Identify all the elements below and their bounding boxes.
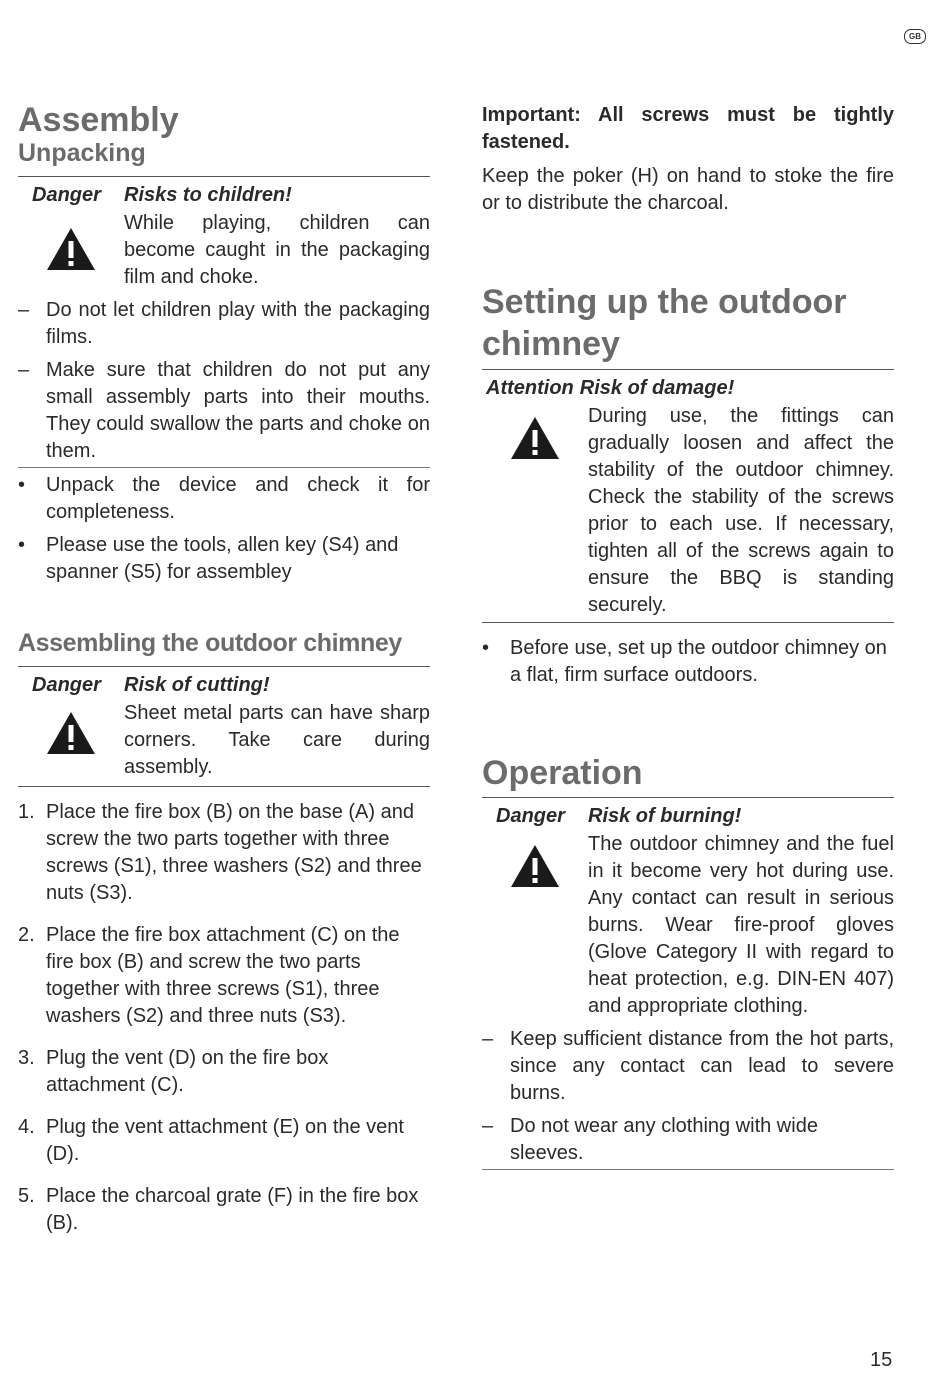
- section-title-operation: Operation: [482, 754, 643, 792]
- important-note: Important: All screws must be tightly fastened.: [482, 104, 894, 153]
- warning-cutting: [18, 670, 430, 781]
- divider: [18, 176, 430, 177]
- subheading-unpacking: Unpacking: [18, 139, 146, 167]
- warning-triangle-icon: [509, 843, 561, 889]
- dash-list: [482, 1026, 894, 1167]
- step-item: 1. Place the fire box (B) on the base (A) and screw the two parts together with three screws (S1), three washers (S2) and three nuts (S3).: [18, 801, 422, 904]
- list-item: – Make sure that children do not put any small assembly parts into their mouths. They could swallow the parts and choke on them.: [18, 359, 430, 462]
- warning-title: Risk of damage!: [579, 377, 735, 399]
- divider: [482, 1169, 894, 1170]
- warning-title: Risk of cutting!: [124, 674, 270, 696]
- warning-kind: Danger: [496, 805, 565, 827]
- warning-triangle-icon: [45, 710, 97, 756]
- section-title-setup: Setting up the outdoor chimney: [482, 283, 847, 363]
- step-item: 4. Plug the vent attachment (E) on the vent (D).: [18, 1116, 404, 1165]
- divider: [18, 467, 430, 468]
- bullet-list: [18, 472, 430, 586]
- dash-list: [18, 297, 430, 465]
- warning-kind: Danger: [32, 184, 101, 206]
- left-column: [18, 100, 430, 1237]
- list-item: • Before use, set up the outdoor chimney on a flat, firm surface outdoors.: [482, 637, 887, 686]
- warning-title: Risks to children!: [124, 184, 292, 206]
- poker-note: Keep the poker (H) on hand to stoke the fire or to distribute the charcoal.: [482, 165, 894, 214]
- warning-text: Sheet metal parts can have sharp corners. Take care during assembly.: [124, 702, 430, 778]
- warning-text: During use, the fittings can gradually loosen and affect the stability of the outdoor chimney. Check the stability of the screws prior to each use. If necessary, tighten all of the screws again to ensure the BBQ is standing securely.: [588, 405, 894, 616]
- warning-damage: [482, 373, 894, 619]
- divider: [482, 369, 894, 370]
- divider: [18, 786, 430, 787]
- warning-children: [18, 180, 430, 291]
- list-item: – Do not wear any clothing with wide sleeves.: [482, 1115, 818, 1164]
- warning-title: Risk of burning!: [588, 805, 742, 827]
- warning-kind: Danger: [32, 674, 101, 696]
- list-item: • Unpack the device and check it for completeness.: [18, 474, 430, 523]
- list-item: – Do not let children play with the packaging films.: [18, 299, 430, 348]
- list-item: – Keep sufficient distance from the hot parts, since any contact can lead to severe burns.: [482, 1028, 894, 1104]
- assembly-steps: [18, 799, 430, 1237]
- step-item: 3. Plug the vent (D) on the fire box attachment (C).: [18, 1047, 329, 1096]
- right-column: [482, 100, 894, 1170]
- region-badge: GB: [904, 29, 926, 44]
- warning-kind: Attention: [486, 377, 574, 399]
- divider: [18, 666, 430, 667]
- section-title-assembly: Assembly: [18, 101, 179, 139]
- bullet-list: [482, 635, 894, 689]
- step-item: 2. Place the fire box attachment (C) on the fire box (B) and screw the two parts together with three screws (S1), three washers (S2) and three nuts (S3).: [18, 924, 400, 1027]
- warning-text: The outdoor chimney and the fuel in it become very hot during use. Any contact can result in serious burns. Wear fire-proof gloves (Glove Category II with regard to heat protection, e.g. DIN-EN 407) and appropriate clothing.: [588, 833, 894, 1017]
- divider: [482, 797, 894, 798]
- list-item: • Please use the tools, allen key (S4) and spanner (S5) for assembley: [18, 534, 399, 583]
- warning-triangle-icon: [509, 415, 561, 461]
- subheading-assembling: Assembling the outdoor chimney: [18, 629, 402, 657]
- warning-triangle-icon: [45, 226, 97, 272]
- divider: [482, 622, 894, 623]
- warning-burning: [482, 801, 894, 1020]
- warning-text: While playing, children can become caught in the packaging film and choke.: [124, 212, 430, 288]
- page-number: 15: [870, 1349, 893, 1371]
- step-item: 5. Place the charcoal grate (F) in the fire box (B).: [18, 1185, 419, 1234]
